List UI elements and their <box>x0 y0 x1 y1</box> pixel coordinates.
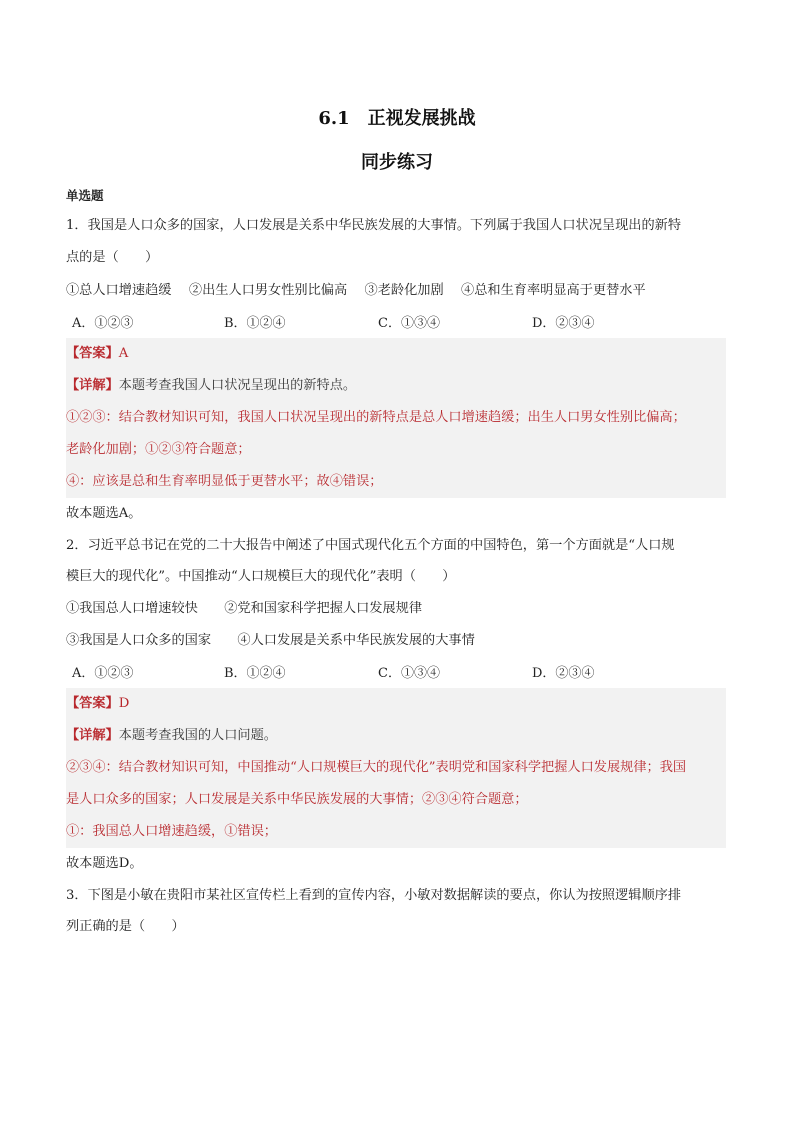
q1-stem-line2: 点的是（ ） <box>66 250 159 265</box>
q3-stem-line1: 3．下图是小敏在贵阳市某社区宣传栏上看到的宣传内容，小敏对数据解读的要点，你认为按照逻辑顺序排 <box>66 888 682 903</box>
q3-stem-line2: 列正确的是（ ） <box>66 919 185 934</box>
q2-items-line2: ③我国是人口众多的国家 ④人口发展是关系中华民族发展的大事情 <box>66 633 475 648</box>
q1-stem-line1: 1．我国是人口众多的国家，人口发展是关系中华民族发展的大事情。下列属于我国人口状况呈现出的新特 <box>66 218 682 233</box>
q2-conclusion: 故本题选D。 <box>66 856 143 871</box>
section-heading: 单选题 <box>66 188 104 203</box>
q1-detail-text: 本题考查我国人口状况呈现出的新特点。 <box>118 378 357 393</box>
q2-option-a: A．①②③ <box>72 666 134 681</box>
q2-answer-value: D <box>118 696 130 711</box>
q1-explanation-line2: 老龄化加剧；①②③符合题意； <box>66 442 251 457</box>
q1-answer <box>66 344 730 364</box>
q2-explanation-line2: 是人口众多的国家；人口发展是关系中华民族发展的大事情；②③④符合题意； <box>66 792 528 807</box>
q1-answer-value: A <box>118 346 129 361</box>
q1-option-d: D．②③④ <box>532 316 595 331</box>
q1-option-b: B．①②④ <box>224 316 286 331</box>
q2-explanation-line1: ②③④：结合教材知识可知，中国推动“人口规模巨大的现代化”表明党和国家科学把握人口发展规律；我国 <box>66 760 687 775</box>
q2-option-b: B．①②④ <box>224 666 286 681</box>
q2-answer <box>66 694 730 714</box>
page-subtitle: 同步练习 <box>361 152 433 173</box>
q2-detail-tag: 【详解】 <box>66 728 119 743</box>
q1-items: ①总人口增速趋缓 ②出生人口男女性别比偏高 ③老龄化加剧 ④总和生育率明显高于更替水平 <box>66 283 646 298</box>
q1-answer-tag: 【答案】 <box>66 346 119 361</box>
page-title: 6.1 正视发展挑战 <box>318 108 476 129</box>
q2-explanation-2: ①：我国总人口增速趋缓，①错误； <box>66 824 277 839</box>
q1-detail <box>66 376 730 396</box>
q2-detail <box>66 726 730 746</box>
q2-stem-line2: 模巨大的现代化”。中国推动“人口规模巨大的现代化”表明（ ） <box>66 569 456 584</box>
q1-explanation-2: ④：应该是总和生育率明显低于更替水平；故④错误； <box>66 474 383 489</box>
q2-option-c: C．①③④ <box>378 666 440 681</box>
q1-option-c: C．①③④ <box>378 316 440 331</box>
q2-detail-text: 本题考查我国的人口问题。 <box>118 728 277 743</box>
q2-answer-tag: 【答案】 <box>66 696 119 711</box>
q2-items-line1: ①我国总人口增速较快 ②党和国家科学把握人口发展规律 <box>66 601 423 616</box>
q1-option-a: A．①②③ <box>72 316 134 331</box>
q1-explanation-line1: ①②③：结合教材知识可知，我国人口状况呈现出的新特点是总人口增速趋缓；出生人口男女性别比偏高； <box>66 410 686 425</box>
q2-stem-line1: 2．习近平总书记在党的二十大报告中阐述了中国式现代化五个方面的中国特色，第一个方面就是“人口规 <box>66 538 675 553</box>
q2-option-d: D．②③④ <box>532 666 595 681</box>
q1-detail-tag: 【详解】 <box>66 378 119 393</box>
q1-conclusion: 故本题选A。 <box>66 506 142 521</box>
